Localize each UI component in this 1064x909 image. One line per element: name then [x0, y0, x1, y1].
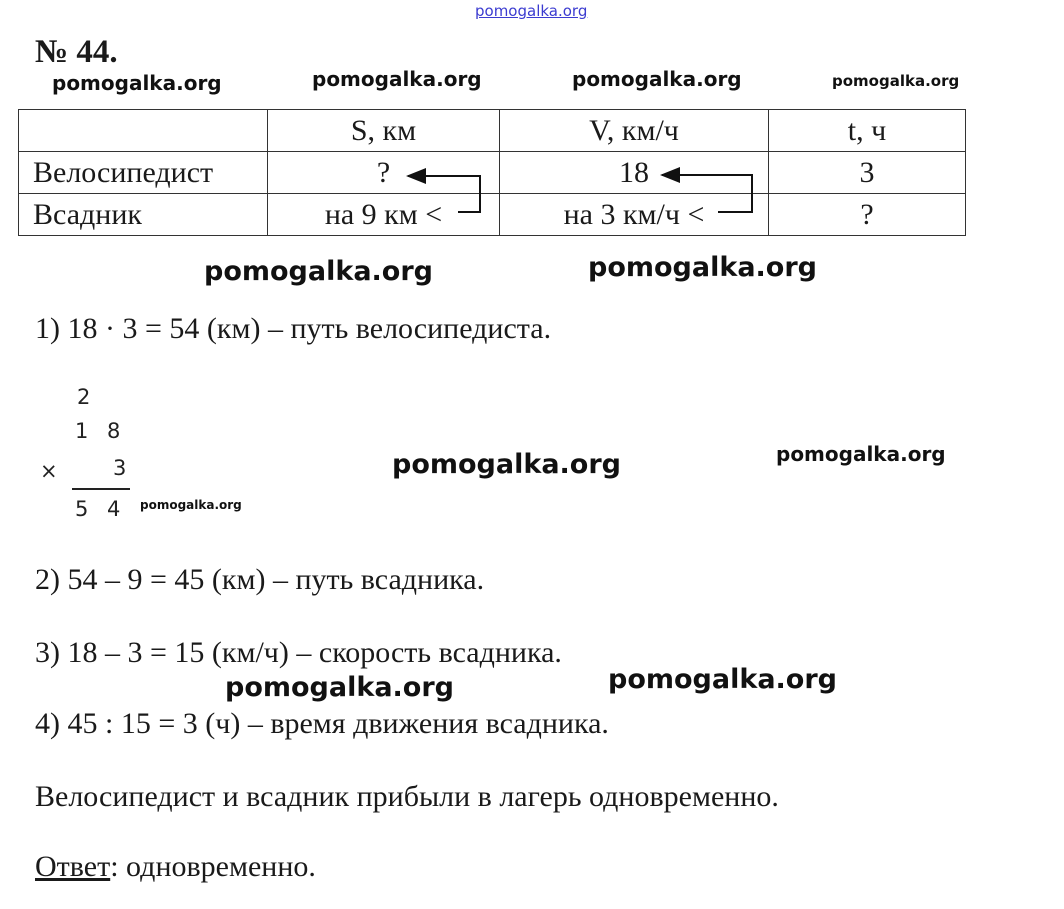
watermark: pomogalka.org	[312, 67, 482, 91]
carry-digit: 2	[77, 385, 91, 409]
watermark: pomogalka.org	[225, 672, 454, 703]
table-cell: ?	[268, 152, 500, 194]
watermark: pomogalka.org	[572, 67, 742, 91]
table-header-cell: V, км/ч	[500, 110, 769, 152]
watermark: pomogalka.org	[140, 498, 242, 512]
arrow-speed	[662, 175, 752, 212]
comparison-arrows	[0, 0, 1064, 260]
table-cell: на 9 км <	[268, 194, 500, 236]
multiplication-line	[72, 488, 130, 490]
conclusion-text: Велосипедист и всадник прибыли в лагерь одновременно.	[35, 780, 779, 813]
arrow-distance	[408, 176, 480, 212]
watermark: pomogalka.org	[776, 442, 946, 466]
solution-step: 2) 54 – 9 = 45 (км) – путь всадника.	[35, 563, 485, 596]
watermark: pomogalka.org	[392, 449, 621, 480]
table-cell: 18	[500, 152, 769, 194]
watermark: pomogalka.org	[588, 252, 817, 283]
multiplier: 3	[113, 456, 127, 480]
table-row-label: Велосипедист	[19, 152, 268, 194]
multiplicand: 1 8	[75, 419, 127, 443]
solution-step: 3) 18 – 3 = 15 (км/ч) – скорость всадника.	[35, 636, 562, 669]
solution-step: 4) 45 : 15 = 3 (ч) – время движения всадника.	[35, 707, 609, 740]
watermark: pomogalka.org	[608, 664, 837, 695]
table-cell: на 3 км/ч <	[500, 194, 769, 236]
watermark: pomogalka.org	[832, 72, 960, 90]
table-header-cell: S, км	[268, 110, 500, 152]
multiply-sign: ×	[40, 459, 58, 483]
watermark-top[interactable]: pomogalka.org	[475, 2, 588, 20]
answer-label: Ответ	[35, 850, 111, 883]
answer-line	[35, 850, 316, 884]
product: 5 4	[75, 497, 127, 521]
answer-text: : одновременно.	[110, 850, 316, 883]
watermark: pomogalka.org	[204, 256, 433, 287]
table-row-label: Всадник	[19, 194, 268, 236]
table-cell: ?	[769, 194, 966, 236]
watermark: pomogalka.org	[52, 71, 222, 95]
table-cell: 3	[769, 152, 966, 194]
problem-number: № 44.	[35, 34, 118, 70]
table-header-cell: t, ч	[769, 110, 966, 152]
solution-step: 1) 18 · 3 = 54 (км) – путь велосипедиста.	[35, 312, 552, 345]
